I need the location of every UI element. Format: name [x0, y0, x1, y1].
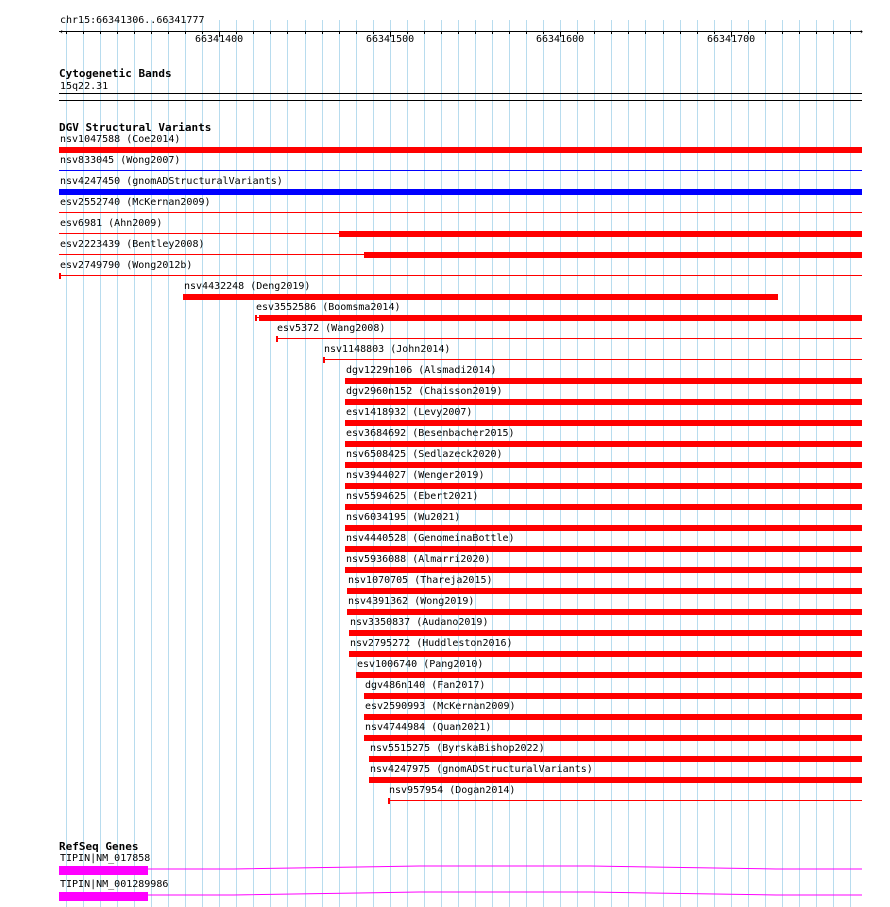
variant-label[interactable]: esv2552740 (McKernan2009): [60, 197, 211, 208]
dgv-track-title: DGV Structural Variants: [59, 121, 212, 134]
variant-bar[interactable]: [345, 504, 862, 510]
grid-line: [168, 20, 169, 907]
minor-tick: [611, 31, 612, 34]
gene-exon[interactable]: [59, 892, 148, 901]
variant-bar[interactable]: [345, 441, 862, 447]
variant-bar[interactable]: [345, 399, 862, 405]
grid-line: [100, 20, 101, 907]
grid-line: [270, 20, 271, 907]
cytoband-track-title: Cytogenetic Bands: [59, 67, 172, 80]
minor-tick: [270, 31, 271, 34]
minor-tick: [305, 31, 306, 34]
variant-start-tick[interactable]: [59, 273, 61, 279]
minor-tick: [628, 31, 629, 34]
variant-bar-thin[interactable]: [323, 359, 862, 360]
ruler[interactable]: [59, 27, 864, 54]
variant-label[interactable]: nsv833045 (Wong2007): [60, 155, 181, 166]
grid-line: [202, 20, 203, 907]
variant-label[interactable]: nsv3350837 (Audano2019): [350, 617, 489, 628]
variant-bar[interactable]: [349, 630, 862, 636]
variant-label[interactable]: esv1418932 (Levy2007): [346, 407, 473, 418]
minor-tick: [339, 31, 340, 34]
variant-start-tick[interactable]: [255, 315, 257, 321]
variant-bar[interactable]: [347, 609, 862, 615]
variant-bar-thin[interactable]: [276, 338, 862, 339]
variant-label[interactable]: esv3684692 (Besenbacher2015): [346, 428, 515, 439]
minor-tick: [441, 31, 442, 34]
variant-label[interactable]: esv2590993 (McKernan2009): [365, 701, 516, 712]
variant-label[interactable]: esv5372 (Wang2008): [277, 323, 386, 334]
minor-tick: [850, 31, 851, 34]
variant-bar[interactable]: [369, 756, 862, 762]
ruler-left-arrow: ‹: [59, 27, 64, 36]
grid-line: [339, 20, 340, 907]
minor-tick: [322, 31, 323, 34]
variant-bar-thin[interactable]: [59, 254, 364, 255]
variant-bar-thin[interactable]: [388, 800, 862, 801]
minor-tick: [100, 31, 101, 34]
variant-label[interactable]: dgv2960n152 (Chaisson2019): [346, 386, 503, 397]
minor-tick: [424, 31, 425, 34]
grid-line: [219, 20, 220, 907]
minor-tick: [833, 31, 834, 34]
track-separator: [59, 100, 862, 101]
ruler-right-arrow: ›: [859, 27, 864, 36]
variant-bar[interactable]: [259, 315, 862, 321]
minor-tick: [645, 31, 646, 34]
variant-label[interactable]: nsv1148803 (John2014): [324, 344, 451, 355]
refseq-track-title: RefSeq Genes: [59, 840, 139, 853]
variant-bar[interactable]: [364, 693, 862, 699]
variant-bar[interactable]: [345, 567, 862, 573]
grid-line: [151, 20, 152, 907]
minor-tick: [680, 31, 681, 34]
grid-line: [185, 20, 186, 907]
variant-bar-thin[interactable]: [59, 275, 862, 276]
variant-start-tick[interactable]: [323, 357, 325, 363]
cytoband-bar[interactable]: [59, 93, 862, 94]
gene-label[interactable]: TIPIN|NM_001289986: [60, 879, 169, 890]
minor-tick: [356, 31, 357, 34]
minor-tick: [663, 31, 664, 34]
ruler-tick-label: 66341400: [195, 34, 244, 45]
variant-bar[interactable]: [364, 735, 862, 741]
gene-exon[interactable]: [59, 866, 148, 875]
variant-bar[interactable]: [347, 588, 862, 594]
variant-label[interactable]: dgv486n140 (Fan2017): [365, 680, 486, 691]
minor-tick: [168, 31, 169, 34]
minor-tick: [185, 31, 186, 34]
gene-intron-line: [148, 892, 862, 895]
grid-line: [134, 20, 135, 907]
gene-label[interactable]: TIPIN|NM_017858: [60, 853, 151, 864]
variant-bar[interactable]: [356, 672, 862, 678]
variant-bar-thin[interactable]: [59, 233, 339, 234]
variant-bar[interactable]: [369, 777, 862, 783]
minor-tick: [526, 31, 527, 34]
variant-label[interactable]: esv2223439 (Bentley2008): [60, 239, 205, 250]
variant-label[interactable]: nsv1047588 (Coe2014): [60, 134, 181, 145]
variant-start-tick[interactable]: [276, 336, 278, 342]
variant-bar[interactable]: [345, 462, 862, 468]
variant-label[interactable]: dgv1229n106 (Alsmadi2014): [346, 365, 497, 376]
variant-bar[interactable]: [345, 525, 862, 531]
gene-intron[interactable]: [148, 863, 862, 875]
minor-tick: [509, 31, 510, 34]
variant-label[interactable]: esv3552586 (Boomsma2014): [256, 302, 401, 313]
variant-bar[interactable]: [339, 231, 862, 237]
variant-label[interactable]: esv1006740 (Pang2010): [357, 659, 484, 670]
variant-start-tick[interactable]: [388, 798, 390, 804]
variant-bar[interactable]: [59, 189, 862, 195]
grid-line: [287, 20, 288, 907]
variant-label[interactable]: nsv957954 (Dogan2014): [389, 785, 516, 796]
minor-tick: [458, 31, 459, 34]
variant-bar[interactable]: [349, 651, 862, 657]
minor-tick: [799, 31, 800, 34]
variant-bar[interactable]: [345, 483, 862, 489]
minor-tick: [492, 31, 493, 34]
gene-intron-line: [148, 866, 862, 869]
minor-tick: [782, 31, 783, 34]
variant-bar[interactable]: [183, 294, 778, 300]
variant-label[interactable]: nsv5594625 (Ebert2021): [346, 491, 479, 502]
variant-label[interactable]: nsv3944027 (Wenger2019): [346, 470, 485, 481]
variant-bar[interactable]: [364, 252, 862, 258]
grid-line: [305, 20, 306, 907]
variant-label[interactable]: nsv5936088 (Almarri2020): [346, 554, 491, 565]
locus-label: chr15:66341306..66341777: [60, 15, 205, 26]
variant-label[interactable]: nsv4744984 (Quan2021): [365, 722, 492, 733]
variant-bar[interactable]: [345, 546, 862, 552]
variant-label[interactable]: nsv4391362 (Wong2019): [348, 596, 475, 607]
minor-tick: [134, 31, 135, 34]
minor-tick: [287, 31, 288, 34]
ruler-axis: [59, 31, 862, 32]
minor-tick: [816, 31, 817, 34]
variant-bar[interactable]: [59, 212, 862, 213]
grid-line: [322, 20, 323, 907]
minor-tick: [765, 31, 766, 34]
variant-label[interactable]: nsv4432248 (Deng2019): [184, 281, 311, 292]
minor-tick: [83, 31, 84, 34]
gene-intron[interactable]: [148, 889, 862, 901]
variant-label[interactable]: esv6981 (Ahn2009): [60, 218, 163, 229]
grid-line: [117, 20, 118, 907]
minor-tick: [475, 31, 476, 34]
grid-line: [236, 20, 237, 907]
minor-tick: [253, 31, 254, 34]
ruler-tick-label: 66341500: [366, 34, 415, 45]
variant-label[interactable]: nsv6508425 (Sedlazeck2020): [346, 449, 503, 460]
variant-label[interactable]: nsv4440528 (GenomeinaBottle): [346, 533, 515, 544]
variant-bar[interactable]: [345, 378, 862, 384]
grid-line: [83, 20, 84, 907]
variant-label[interactable]: nsv2795272 (Huddleston2016): [350, 638, 513, 649]
minor-tick: [594, 31, 595, 34]
variant-bar[interactable]: [59, 147, 862, 153]
variant-label[interactable]: nsv4247450 (gnomADStructuralVariants): [60, 176, 283, 187]
cytoband-label: 15q22.31: [60, 81, 109, 92]
variant-label[interactable]: nsv6034195 (Wu2021): [346, 512, 461, 523]
minor-tick: [66, 31, 67, 34]
variant-label[interactable]: esv2749790 (Wong2012b): [60, 260, 193, 271]
variant-bar[interactable]: [364, 714, 862, 720]
minor-tick: [697, 31, 698, 34]
minor-tick: [151, 31, 152, 34]
minor-tick: [117, 31, 118, 34]
variant-label[interactable]: nsv4247975 (gnomADStructuralVariants): [370, 764, 593, 775]
variant-bar[interactable]: [59, 170, 862, 171]
grid-line: [253, 20, 254, 907]
variant-label[interactable]: nsv1070705 (Thareja2015): [348, 575, 493, 586]
variant-bar[interactable]: [345, 420, 862, 426]
variant-label[interactable]: nsv5515275 (ByrskaBishop2022): [370, 743, 545, 754]
grid-line: [66, 20, 67, 907]
ruler-tick-label: 66341700: [707, 34, 756, 45]
ruler-tick-label: 66341600: [536, 34, 585, 45]
